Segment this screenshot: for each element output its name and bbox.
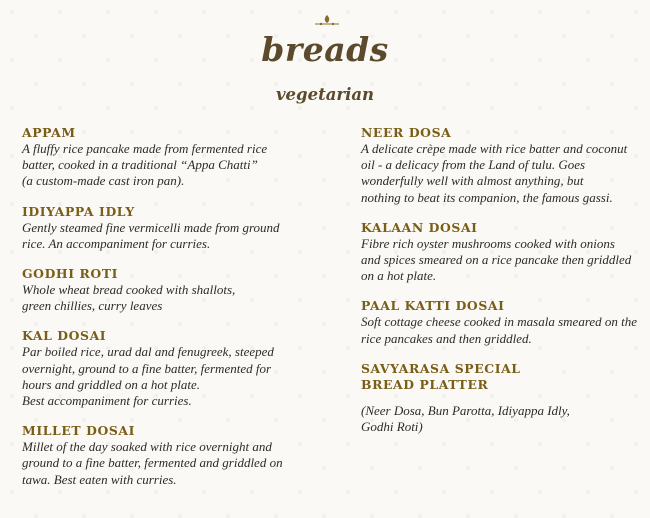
item-name: KAL DOSAI	[22, 328, 107, 344]
item-description	[22, 344, 322, 409]
description-line: ground to a fine batter, fermented and griddled on	[22, 455, 283, 471]
menu-item	[22, 328, 322, 409]
description-line: rice. An accompaniment for curries.	[22, 235, 211, 251]
description-line: Best accompaniment for curries.	[22, 393, 192, 409]
description-line: Millet of the day soaked with rice overnight and	[22, 439, 272, 455]
description-line: A fluffy rice pancake made from fermented rice	[22, 141, 268, 156]
menu-item	[22, 204, 322, 252]
description-line: batter, cooked in a traditional “Appa Chatti”	[22, 157, 258, 173]
page-title: breads	[261, 30, 389, 69]
item-description	[361, 403, 646, 435]
menu-item	[361, 220, 646, 285]
menu-item	[361, 298, 646, 346]
section-subtitle: vegetarian	[275, 85, 375, 104]
description-line: (Neer Dosa, Bun Parotta, Idiyappa Idly,	[361, 402, 570, 418]
item-name: SAVYARASA SPECIAL	[361, 360, 521, 376]
item-name: GODHI ROTI	[22, 266, 119, 282]
fleur-ornament-icon	[315, 14, 339, 28]
description-line: Gently steamed fine vermicelli made from ground	[22, 219, 280, 235]
item-description	[361, 314, 646, 346]
description-line: tawa. Best eaten with curries.	[22, 471, 177, 487]
item-name: KALAAN DOSAI	[361, 219, 478, 235]
item-name: MILLET DOSAI	[22, 423, 136, 439]
item-description	[22, 141, 322, 190]
description-line: hours and griddled on a hot plate.	[22, 376, 201, 392]
spacer	[361, 393, 646, 403]
item-name: IDIYAPPA IDLY	[22, 203, 135, 219]
item-name: NEER DOSA	[361, 125, 452, 140]
right-column	[361, 125, 646, 449]
description-line: and spices smeared on a rice pancake then griddled	[361, 252, 632, 268]
item-description	[361, 236, 646, 285]
left-column	[22, 125, 322, 502]
item-description	[22, 439, 322, 488]
description-line: overnight, ground to a fine batter, fermented for	[22, 360, 272, 376]
description-line: (a custom-made cast iron pan).	[22, 173, 185, 189]
description-line: Godhi Roti)	[361, 419, 423, 435]
menu-item	[22, 266, 322, 314]
description-line: rice pancakes and then griddled.	[361, 330, 532, 346]
menu-item	[361, 361, 646, 435]
item-name: PAAL KATTI DOSAI	[361, 298, 505, 314]
description-line: Whole wheat bread cooked with shallots,	[22, 282, 236, 298]
description-line: green chillies, curry leaves	[22, 298, 163, 314]
item-name-line-2: BREAD PLATTER	[361, 376, 489, 392]
menu-item	[22, 423, 322, 488]
menu-item	[22, 125, 322, 190]
description-line: nothing to beat its companion, the famous gassi.	[361, 189, 613, 205]
description-line: A delicate crèpe made with rice batter and coconut	[361, 141, 628, 156]
description-line: Par boiled rice, urad dal and fenugreek, steeped	[22, 344, 274, 360]
item-description	[361, 141, 646, 206]
item-description	[22, 282, 322, 314]
menu-item	[361, 125, 646, 206]
description-line: on a hot plate.	[361, 268, 437, 284]
item-description	[22, 220, 322, 252]
description-line: wonderfully well with almost anything, but	[361, 173, 584, 189]
item-name: APPAM	[22, 125, 76, 140]
description-line: oil - a delicacy from the Land of tulu. Goes	[361, 157, 586, 173]
description-line: Soft cottage cheese cooked in masala smeared on the	[361, 314, 638, 330]
description-line: Fibre rich oyster mushrooms cooked with onions	[361, 235, 615, 251]
